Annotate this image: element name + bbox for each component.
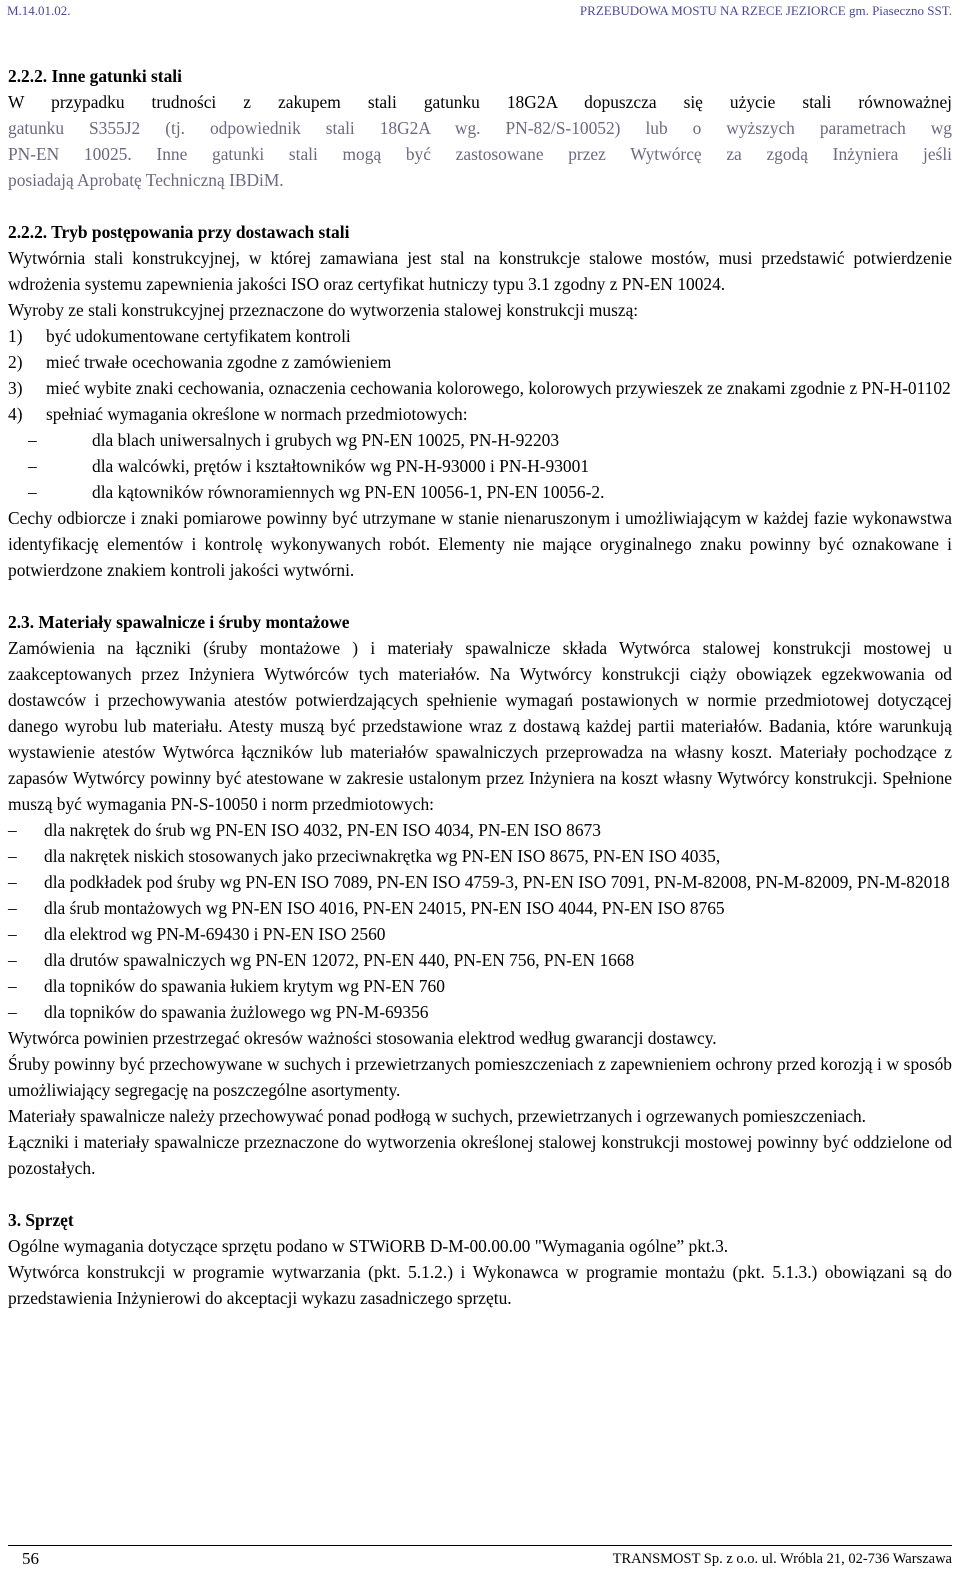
list-number: 1) — [8, 326, 23, 346]
document-code: M.14.01.02. — [7, 3, 71, 18]
dash-bullet: – — [8, 1002, 17, 1022]
dash-bullet: – — [8, 924, 17, 944]
list-item-text: dla topników do spawania żużlowego wg PN-M-69356 — [44, 1002, 429, 1022]
dash-bullet: – — [8, 898, 17, 918]
section-heading: 2.2.2. Tryb postępowania przy dostawach stali — [8, 222, 350, 242]
list-item — [28, 479, 952, 505]
list-item-text: mieć wybite znaki cechowania, oznaczenia cechowania kolorowego, kolorowych przywieszek ze znakami zgodnie z PN-H-01102 — [46, 378, 951, 398]
list-item-text: dla nakrętek do śrub wg PN-EN ISO 4032, PN-EN ISO 4034, PN-EN ISO 8673 — [44, 820, 601, 840]
list-item — [8, 375, 952, 401]
dash-list — [8, 427, 952, 505]
document-title: PRZEBUDOWA MOSTU NA RZECE JEZIORCE gm. Piaseczno SST. — [579, 3, 952, 18]
list-item-text: dla podkładek pod śruby wg PN-EN ISO 7089, PN-EN ISO 4759-3, PN-EN ISO 7091, PN-M-82008, PN-M-82009, PN-M-82018 — [44, 872, 950, 892]
list-item — [8, 843, 952, 869]
section-paragraph: Zamówienia na łączniki (śruby montażowe ) i materiały spawalnicze składa Wytwórca stalowej konstrukcji mostowej u zaakceptowanych przez Inżyniera Wytwórców tych materiałów. Na Wytwórcy konstrukcji ciąży obowiązek egzekwowania od dostawców i przechowywania atestów potwierdzających spełnienie wymagań postawionych w normie przedmiotowej dotyczącej danego wyrobu lub materiału. Atesty muszą być przedstawione wraz z dostawą każdej partii materiałów. Badania, które warunkują wystawienie atestów Wytwórca łączników lub materiałów spawalniczych przeprowadza na własny koszt. Materiały pochodzące z zapasów Wytwórcy powinny być atestowane w zakresie ustalonym przez Inżyniera na koszt własny Wytwórcy konstrukcji. Spełnione muszą być wymagania PN-S-10050 i norm przedmiotowych: — [8, 638, 952, 814]
section-paragraph: Materiały spawalnicze należy przechowywać ponad podłogą w suchych, przewietrzanych i ogrzewanych pomieszczeniach. — [8, 1106, 867, 1126]
section-heading: 2.3. Materiały spawalnicze i śruby montażowe — [8, 612, 350, 632]
section-paragraph: Cechy odbiorcze i znaki pomiarowe powinny być utrzymane w stanie nienaruszonym i umożliwiającym w każdej fazie wykonawstwa identyfikację elementów i kontrolę wykonywanych robót. Elementy nie mające oryginalnego znaku powinny być oznakowane i potwierdzone znakiem kontroli jakości wytwórni. — [8, 508, 952, 580]
list-item — [8, 947, 952, 973]
list-item-text: dla nakrętek niskich stosowanych jako przeciwnakrętka wg PN-EN ISO 8675, PN-EN ISO 4035, — [44, 846, 721, 866]
text-line: posiadają Aprobatę Techniczną IBDiM. — [8, 170, 284, 190]
list-item — [28, 427, 952, 453]
section-paragraph: Ogólne wymagania dotyczące sprzętu podano w STWiORB D-M-00.00.00 "Wymagania ogólne” pkt.3. — [8, 1236, 729, 1256]
text-line: W przypadku trudności z zakupem stali gatunku 18G2A dopuszcza się użycie stali równoważnej — [8, 92, 952, 112]
list-item-text: dla elektrod wg PN-M-69430 i PN-EN ISO 2560 — [44, 924, 386, 944]
list-item-text: mieć trwałe ocechowania zgodne z zamówieniem — [46, 352, 392, 372]
list-item — [8, 323, 952, 349]
list-item-text: dla drutów spawalniczych wg PN-EN 12072, PN-EN 440, PN-EN 756, PN-EN 1668 — [44, 950, 635, 970]
list-item-text: dla blach uniwersalnych i grubych wg PN-EN 10025, PN-H-92203 — [92, 430, 560, 450]
dash-bullet: – — [8, 976, 17, 996]
numbered-list — [8, 323, 952, 427]
list-item — [8, 401, 952, 427]
section-paragraph: Wyroby ze stali konstrukcyjnej przeznaczone do wytworzenia stalowej konstrukcji muszą: — [8, 300, 639, 320]
list-item — [8, 999, 952, 1025]
document-body — [8, 63, 952, 1311]
dash-bullet: – — [8, 872, 17, 892]
list-item — [28, 453, 952, 479]
list-item — [8, 349, 952, 375]
list-item-text: spełniać wymagania określone w normach przedmiotowych: — [46, 404, 468, 424]
list-item-text: dla walcówki, prętów i kształtowników wg PN-H-93000 i PN-H-93001 — [92, 456, 590, 476]
dash-bullet: – — [28, 482, 37, 502]
dash-bullet: – — [28, 456, 37, 476]
dash-bullet: – — [28, 430, 37, 450]
page-number: 56 — [22, 1549, 39, 1568]
dash-bullet: – — [8, 820, 17, 840]
text-line: PN-EN 10025. Inne gatunki stali mogą być zastosowane przez Wytwórcę za zgodą Inżyniera jeśli — [8, 144, 952, 164]
section-paragraph: Wytwórca powinien przestrzegać okresów ważności stosowania elektrod według gwarancji dostawcy. — [8, 1028, 717, 1048]
list-item-text: dla śrub montażowych wg PN-EN ISO 4016, PN-EN 24015, PN-EN ISO 4044, PN-EN ISO 8765 — [44, 898, 725, 918]
list-item — [8, 869, 952, 895]
page-header — [7, 3, 952, 21]
list-item — [8, 895, 952, 921]
list-item-text: dla topników do spawania łukiem krytym wg PN-EN 760 — [44, 976, 445, 996]
section-paragraph: Śruby powinny być przechowywane w suchych i przewietrzanych pomieszczeniach z zapewnieniem ochrony przed korozją i w sposób umożliwiający segregację na poszczególne asortymenty. — [8, 1054, 952, 1100]
section-paragraph: Łączniki i materiały spawalnicze przeznaczone do wytworzenia określonej stalowej konstrukcji mostowej powinny być oddzielone od pozostałych. — [8, 1132, 952, 1178]
list-number: 2) — [8, 352, 23, 372]
list-item — [8, 973, 952, 999]
dash-bullet: – — [8, 950, 17, 970]
dash-list — [8, 817, 952, 1025]
list-number: 4) — [8, 404, 23, 424]
list-item-text: być udokumentowane certyfikatem kontroli — [46, 326, 351, 346]
list-item-text: dla kątowników równoramiennych wg PN-EN 10056-1, PN-EN 10056-2. — [92, 482, 605, 502]
section-paragraph: Wytwórca konstrukcji w programie wytwarzania (pkt. 5.1.2.) i Wykonawca w programie montażu (pkt. 5.1.3.) obowiązani są do przedstawienia Inżynierowi do akceptacji wykazu zasadniczego sprzętu. — [8, 1262, 952, 1308]
list-item — [8, 817, 952, 843]
company-info: TRANSMOST Sp. z o.o. ul. Wróbla 21, 02-736 Warszawa — [612, 1551, 952, 1567]
section-heading: 3. Sprzęt — [8, 1210, 74, 1230]
list-number: 3) — [8, 378, 23, 398]
section-paragraph: Wytwórnia stali konstrukcyjnej, w której zamawiana jest stal na konstrukcje stalowe mostów, musi przedstawić potwierdzenie wdrożenia systemu zapewnienia jakości ISO oraz certyfikat hutniczy typu 3.1 zgodny z PN-EN 10024. — [8, 248, 952, 294]
section-paragraph — [8, 89, 952, 193]
text-line: gatunku S355J2 (tj. odpowiednik stali 18G2A wg. PN-82/S-10052) lub o wyższych parametrach wg — [8, 118, 952, 138]
page-footer — [8, 1545, 952, 1571]
dash-bullet: – — [8, 846, 17, 866]
list-item — [8, 921, 952, 947]
section-heading: 2.2.2. Inne gatunki stali — [8, 66, 182, 86]
